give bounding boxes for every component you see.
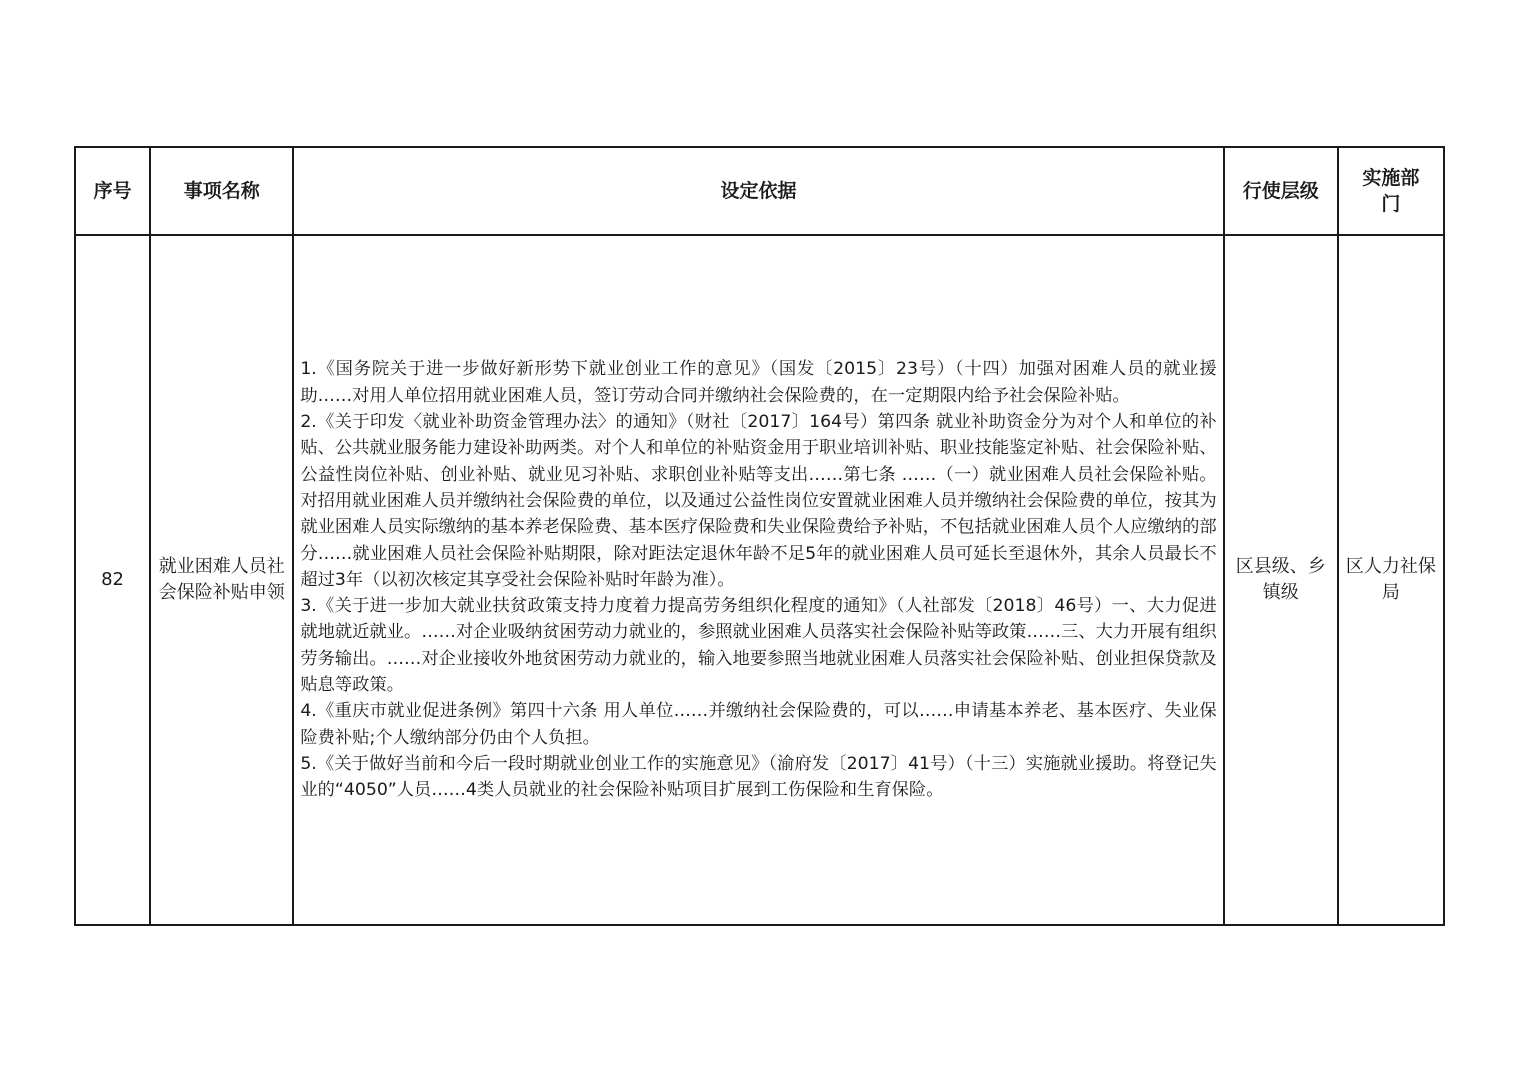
header-basis: 设定依据 — [293, 147, 1223, 235]
basis-text — [300, 356, 1216, 803]
table-header-row — [75, 147, 1444, 235]
cell-item-name: 就业困难人员社会保险补贴申领 — [150, 235, 293, 925]
basis-item-3: 3.《关于进一步加大就业扶贫政策支持力度着力提高劳务组织化程度的通知》（人社部发〔2018〕46号）一、大力促进就地就近就业。……对企业吸纳贫困劳动力就业的，参照就业困难人员落实社会保险补贴等政策……三、大力开展有组织劳务输出。……对企业接收外地贫困劳动力就业的，输入地要参照当地就业困难人员落实社会保险补贴、创业担保贷款及贴息等政策。 — [300, 596, 1217, 696]
basis-item-5: 5.《关于做好当前和今后一段时期就业创业工作的实施意见》（渝府发〔2017〕41号）（十三）实施就业援助。将登记失业的“4050”人员……4类人员就业的社会保险补贴项目扩展到工伤保险和生育保险。 — [300, 753, 1217, 801]
cell-level: 区县级、乡镇级 — [1224, 235, 1338, 925]
policy-table — [74, 146, 1445, 926]
cell-basis — [293, 235, 1223, 925]
header-name: 事项名称 — [150, 147, 293, 235]
basis-item-2: 2.《关于印发〈就业补助资金管理办法〉的通知》（财社〔2017〕164号）第四条 就业补助资金分为对个人和单位的补贴、公共就业服务能力建设补助两类。对个人和单位的补贴资金用于职业培训补贴、职业技能鉴定补贴、社会保险补贴、公益性岗位补贴、创业补贴、就业见习补贴、求职创业补贴等支出……第七条 ……（一）就业困难人员社会保险补贴。对招用就业困难人员并缴纳社会保险费的单位，以及通过公益性岗位安置就业困难人员并缴纳社会保险费的单位，按其为就业困难人员实际缴纳的基本养老保险费、基本医疗保险费和失业保险费给予补贴，不包括就业困难人员个人应缴纳的部分……就业困难人员社会保险补贴期限，除对距法定退休年龄不足5年的就业困难人员可延长至退休外，其余人员最长不超过3年（以初次核定其享受社会保险补贴时年龄为准）。 — [300, 412, 1217, 590]
header-seq: 序号 — [75, 147, 150, 235]
table-row — [75, 235, 1444, 925]
basis-item-1: 1.《国务院关于进一步做好新形势下就业创业工作的意见》（国发〔2015〕23号）（十四）加强对困难人员的就业援助……对用人单位招用就业困难人员，签订劳动合同并缴纳社会保险费的，在一定期限内给予社会保险补贴。 — [300, 359, 1217, 406]
cell-dept: 区人力社保局 — [1338, 235, 1444, 925]
header-level: 行使层级 — [1224, 147, 1338, 235]
header-dept: 实施部门 — [1338, 147, 1444, 235]
cell-seq: 82 — [75, 235, 150, 925]
basis-item-4: 4.《重庆市就业促进条例》第四十六条 用人单位……并缴纳社会保险费的，可以……申请基本养老、基本医疗、失业保险费补贴;个人缴纳部分仍由个人负担。 — [300, 701, 1217, 748]
